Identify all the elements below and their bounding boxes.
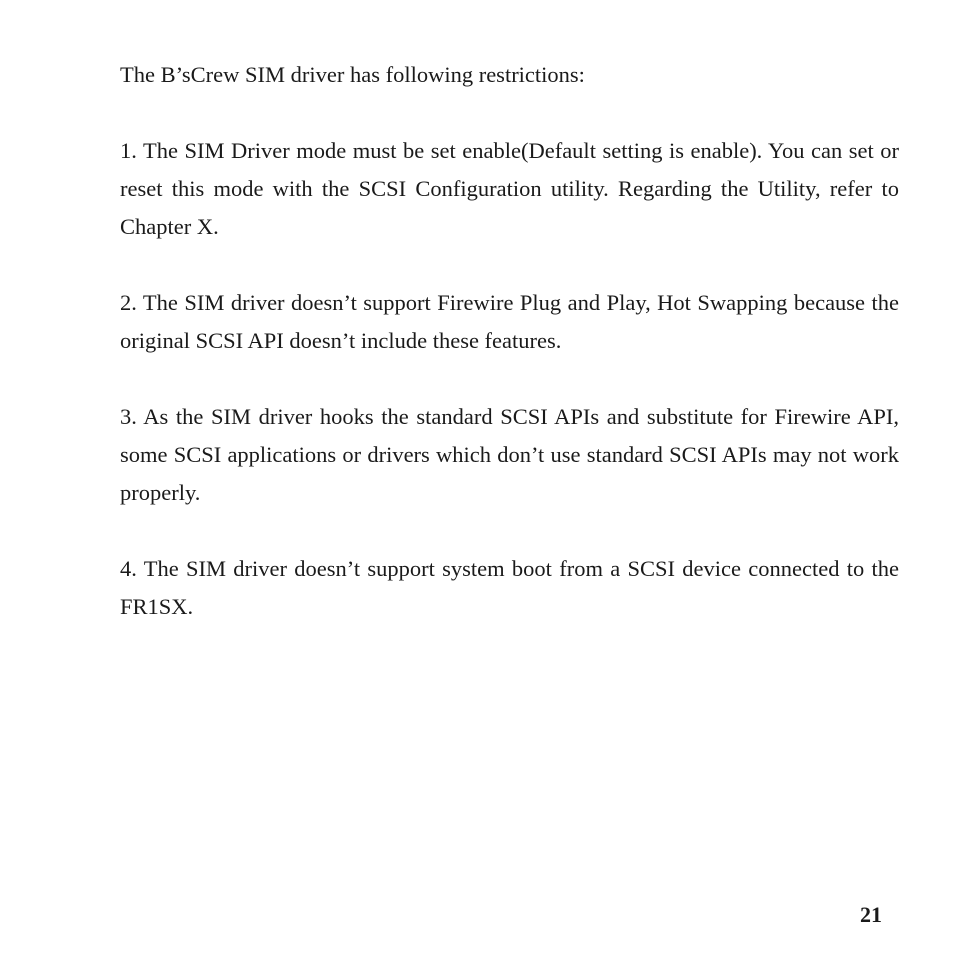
page-number: 21 [860, 902, 882, 927]
restriction-item-1: 1. The SIM Driver mode must be set enable(Default setting is enable). You can set or reset this mode with the SCSI Configuration utility. Regarding the Utility, refer to Chapter X. [120, 138, 899, 239]
intro-paragraph: The B’sCrew SIM driver has following restrictions: [120, 62, 585, 87]
restrictions-section [120, 56, 899, 664]
restriction-item-3: 3. As the SIM driver hooks the standard SCSI APIs and substitute for Firewire API, some SCSI applications or drivers which don’t use standard SCSI APIs may not work properly. [120, 404, 899, 505]
restriction-item-4: 4. The SIM driver doesn’t support system boot from a SCSI device connected to the FR1SX. [120, 556, 899, 619]
restriction-item-2: 2. The SIM driver doesn’t support Firewire Plug and Play, Hot Swapping because the original SCSI API doesn’t include these features. [120, 290, 899, 353]
